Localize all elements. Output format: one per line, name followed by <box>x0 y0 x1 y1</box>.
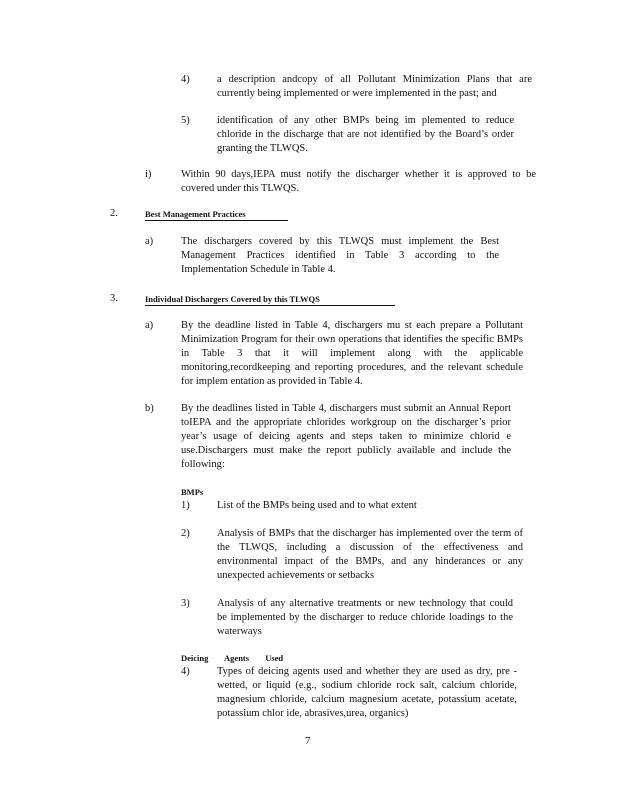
item-number: b) <box>145 403 154 414</box>
item-number: 1) <box>181 500 190 511</box>
section-number: 2. <box>110 208 118 219</box>
item-text: Within 90 days,IEPA must notify the discharger whether it is approved to be covered under this TLWQS. <box>181 169 536 194</box>
item-number: a) <box>145 320 154 331</box>
item-number: 5) <box>181 115 190 126</box>
item-text: Types of deicing agents used and whether they are used as dry, pre -wetted, or liquid (e.g., sodium chloride rock salt, calcium chloride, magnesium chloride, calcium magnesium acetate, potassium acetate, potassium chlor ide, abrasives,urea, organics) <box>217 666 517 719</box>
item-number: i) <box>145 169 152 180</box>
item-number: 2) <box>181 528 190 539</box>
section-heading: Best Management Practices <box>145 208 288 221</box>
item-number: a) <box>145 236 154 247</box>
item-number: 4) <box>181 666 190 677</box>
subsection-heading: BMPs <box>181 487 204 497</box>
section-number: 3. <box>110 293 118 304</box>
item-text: The dischargers covered by this TLWQS must implement the Best Management Practices identified in Table 3 according to the Implementation Schedule in Table 4. <box>181 236 499 275</box>
item-text: By the deadlines listed in Table 4, dischargers must submit an Annual Report toIEPA and the appropriate chlorides workgroup on the discharger’s prior year’s usage of deicing agents and steps taken to minimize chlorid e use.Dischargers must make the report publicly available and include the following: <box>181 403 511 470</box>
item-text: a description andcopy of all Pollutant Minimization Plans that are currently being implemented or were implemented in the past; and <box>217 74 532 99</box>
item-text: identification of any other BMPs being im plemented to reduce chloride in the discharge that are not identified by the Board’s order granting the TLWQS. <box>217 115 514 154</box>
item-text: By the deadline listed in Table 4, dischargers mu st each prepare a Pollutant Minimization Program for their own operations that identifies the specific BMPs in Table 3 that it will implement along with the applicable monitoring,recordkeeping and reporting procedures, and the relevant schedule for implem entation as provided in Table 4. <box>181 320 523 387</box>
page-number: 7 <box>305 735 311 747</box>
item-number: 4) <box>181 74 190 85</box>
subsection-heading: Deicing Agents Used <box>181 653 284 663</box>
section-heading: Individual Dischargers Covered by this TLWQS <box>145 293 395 306</box>
item-text: Analysis of any alternative treatments or new technology that could be implemented by the discharger to reduce chloride loadings to the waterways <box>217 598 513 637</box>
item-number: 3) <box>181 598 190 609</box>
item-text: Analysis of BMPs that the discharger has implemented over the term of the TLWQS, including a discussion of the effectiveness and environmental impact of the BMPs, and any hinderances or any unexpected achievements or setbacks <box>217 528 523 581</box>
item-text: List of the BMPs being used and to what extent <box>217 500 417 511</box>
